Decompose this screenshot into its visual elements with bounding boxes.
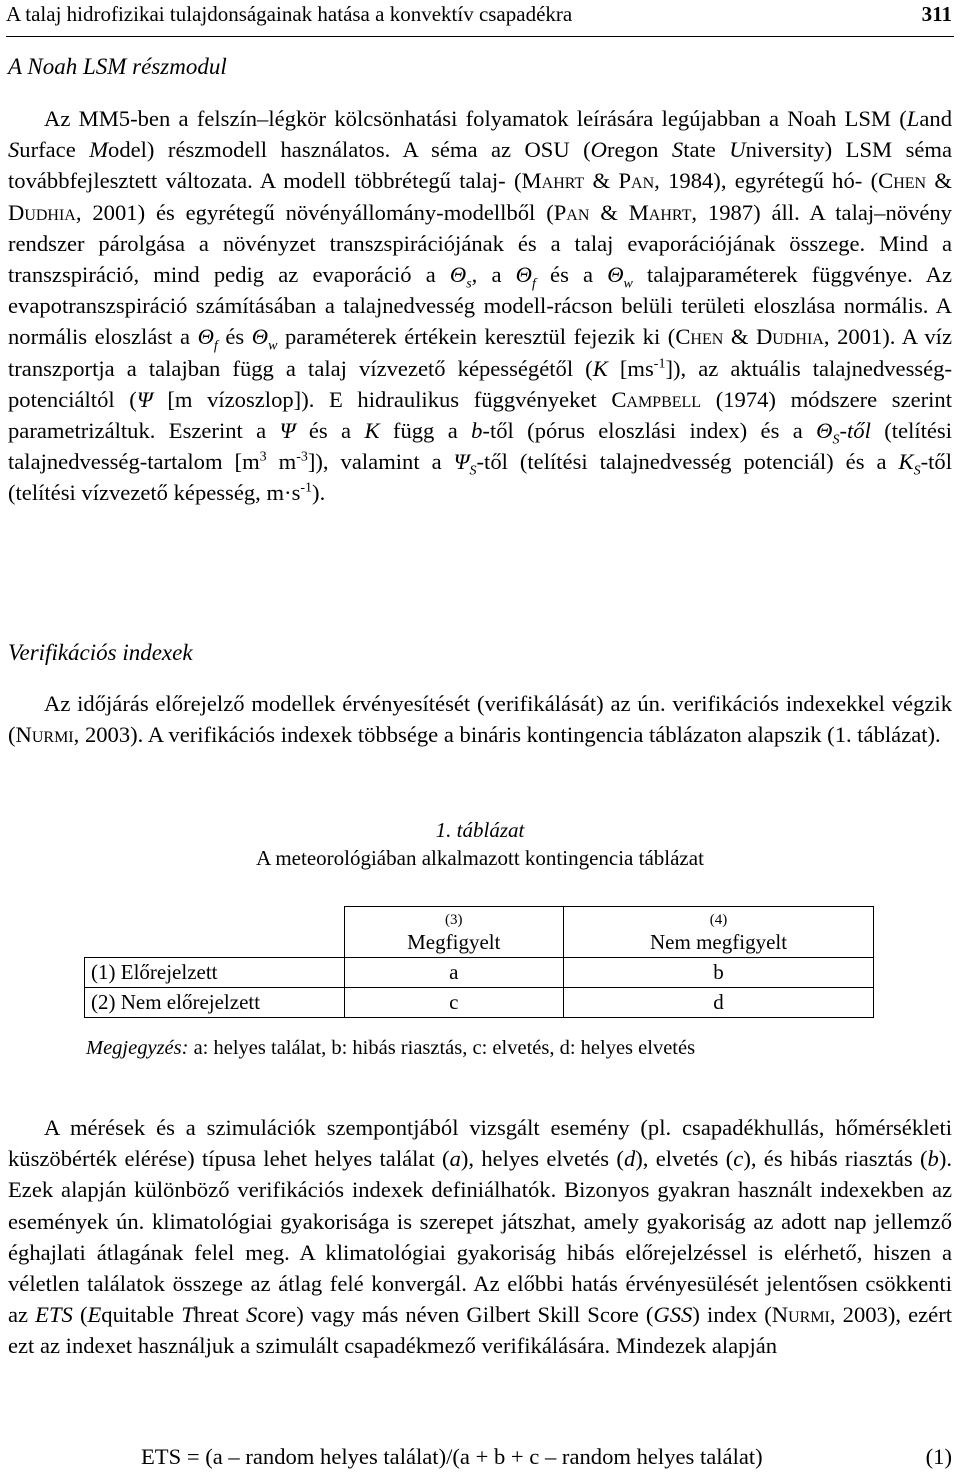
formula-number: (1) — [925, 1444, 952, 1469]
table-header-observed — [344, 907, 564, 958]
row-label: (1) Előrejelzett — [85, 958, 345, 988]
row-label: (2) Nem előrejelzett — [85, 988, 345, 1018]
col3-number: (3) — [445, 912, 463, 928]
running-header — [6, 0, 954, 37]
note-text: a: helyes találat, b: hibás riasztás, c: elvetés, d: helyes elvetés — [188, 1037, 696, 1059]
table-note — [86, 1037, 695, 1060]
table-corner-cell — [85, 907, 345, 958]
table-row — [85, 958, 874, 988]
table-header-row — [85, 907, 874, 958]
table-number-label: 1. táblázat — [435, 818, 525, 842]
table-cell: b — [564, 958, 874, 988]
col4-label: Nem megfigyelt — [650, 930, 788, 954]
table-cell: d — [564, 988, 874, 1018]
table-header-not-observed — [564, 907, 874, 958]
formula-text: ETS = (a – random helyes találat)/(a + b + c – random helyes találat) — [141, 1444, 763, 1469]
running-title: A talaj hidrofizikai tulajdonságainak hatása a konvektív csapadékra — [6, 2, 573, 26]
contingency-table — [84, 906, 874, 1018]
col4-number: (4) — [709, 912, 728, 928]
table-cell: c — [344, 988, 564, 1018]
paragraph-verification-intro: Az időjárás előrejelző modellek érvényesítését (verifikálását) az ún. verifikációs indexekkel végzik (Nurmi, 2003). A verifikációs indexek többsége a bináris kontingencia táblázaton alapszik (1. táblázat). — [8, 691, 952, 748]
section-title-noah: A Noah LSM részmodul — [8, 54, 227, 79]
paragraph-verification-details: A mérések és a szimulációk szempontjából vizsgált esemény (pl. csapadékhullás, hőmérsékleti küszöbérték elérése) típusa lehet helyes találat (a), helyes elvetés (d), elvetés (c), és hibás riasztás (b). Ezek alapján különböző verifikációs indexek definiálhatók. Bizonyos gyakran használt indexekben az események ún. klimatológiai gyakorisága is szerepet játszhat, amely gyakoriság az adott nap jellemző éghajlati átlagának felel meg. A klimatológiai gyakoriság hibás előrejelzéssel is elérhető, hiszen a véletlen találatok összege az átlag felé konvergál. Az előbbi hatás érvényesülését jelentősen csökkenti az ETS (Equitable Threat Score) vagy más néven Gilbert Skill Score (GSS) index (Nurmi, 2003), ezért ezt az indexet használjuk a szimulált csapadékmező verifikálására. Mindezek alapján — [8, 1115, 952, 1359]
section-title-verification: Verifikációs indexek — [8, 640, 193, 665]
table-row — [85, 988, 874, 1018]
table-cell: a — [344, 958, 564, 988]
page-number: 311 — [921, 2, 952, 26]
paragraph-noah-lsm: Az MM5-ben a felszín–légkör kölcsönhatási folyamatok leírására legújabban a Noah LSM (Land Surface Model) részmodell használatos. A séma az OSU (Oregon State University) LSM séma továbbfejlesztett változata. A modell többrétegű talaj- (Mahrt & Pan, 1984), egyrétegű hó- (Chen & Dudhia, 2001) és egyrétegű növényállomány-modellből (Pan & Mahrt, 1987) áll. A talaj–növény rendszer párolgása a növényzet transzspirációjának és a talaj evaporációjának összege. Mind a transzspiráció, mind pedig az evaporáció a $\Theta_s$, a $\Theta_f$ és a $\Theta_w$ talajparaméterek függvénye. Az evapotranszspiráció számításában a talajnedvesség modell-rácson belüli területi eloszlása normális. A normális eloszlást a $\Theta_f$ és $\Theta_w$ paraméterek értékein keresztül fejezik ki (Chen & Dudhia, 2001). A víz transzportja a talajban függ a talaj vízvezető képességétől (K $[ms^{-1}]$), az aktuális talajnedvesség-potenciáltól (Ψ [m vízoszlop]). E hidraulikus függvényeket Campbell (1974) módszere szerint parametrizáltuk. Eszerint a Ψ és a K függ a b-től (pórus eloszlási index) és a $\Theta_S$-től (telítési talajnedvesség-tartalom [$m^3$ $m^{-3}$]), valamint a $\Psi_S$-től (telítési talajnedvesség potenciál) és a $K_S$-től (telítési vízvezető képesség, $m\cdot s^{-1}$). — [8, 106, 953, 506]
table-caption: A meteorológiában alkalmazott kontingencia táblázat — [256, 846, 704, 870]
note-label: Megjegyzés: — [86, 1037, 189, 1059]
col3-label: Megfigyelt — [407, 930, 501, 954]
